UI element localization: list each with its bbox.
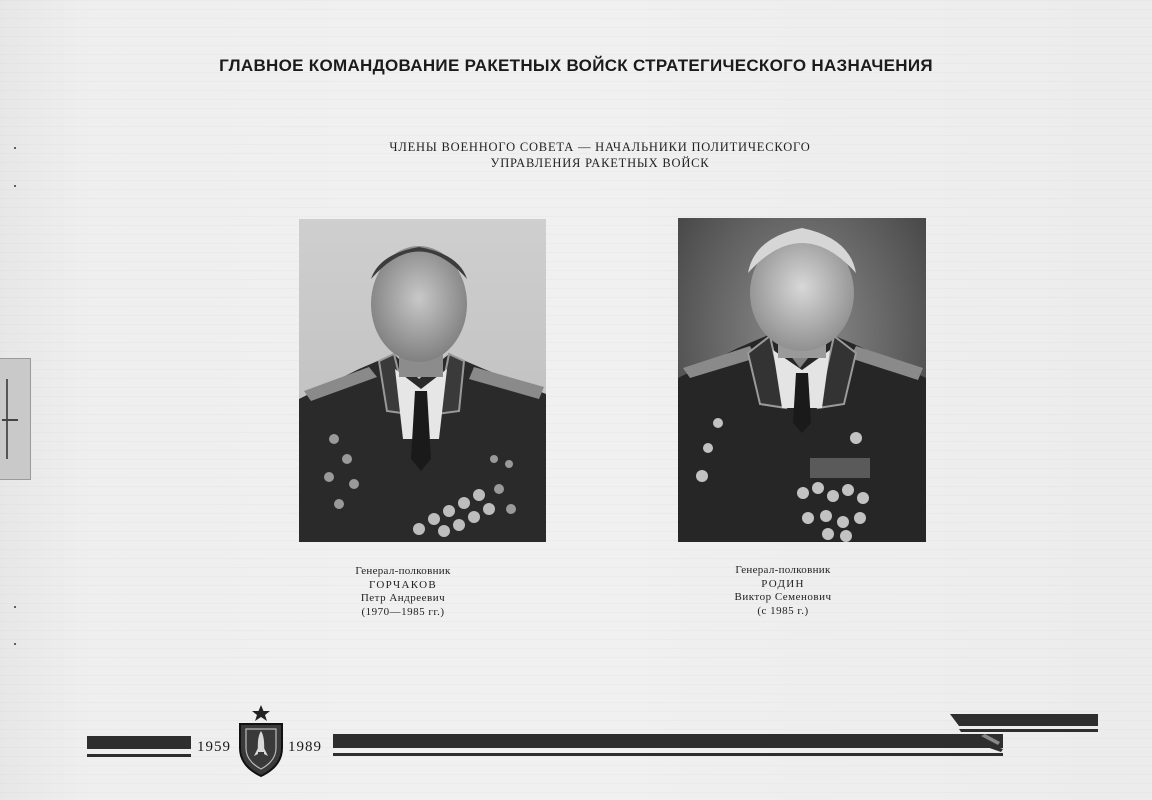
person-given-names: Виктор Семенович — [734, 591, 832, 603]
portrait-caption-rodin — [673, 564, 893, 618]
subtitle-line: ЧЛЕНЫ ВОЕННОГО СОВЕТА — НАЧАЛЬНИКИ ПОЛИТИЧЕСКОГО — [389, 140, 811, 154]
portrait-caption-gorchakov — [293, 565, 513, 619]
footer-band-right — [333, 734, 1003, 748]
rocket-shield-emblem-icon — [237, 704, 285, 778]
portrait-photo-gorchakov — [299, 219, 546, 542]
punch-mark — [14, 185, 16, 187]
person-years: (1970—1985 гг.) — [361, 605, 445, 618]
punch-mark — [14, 147, 16, 149]
person-given-names: Петр Андреевич — [360, 592, 446, 604]
section-subtitle — [300, 139, 900, 171]
person-years: (с 1985 г.) — [757, 604, 809, 617]
person-rank: Генерал-полковник — [735, 564, 831, 576]
binder-tab — [0, 358, 31, 480]
person-surname: ГОРЧАКОВ — [369, 578, 437, 591]
punch-mark — [14, 643, 16, 645]
footer-ribbon — [945, 712, 1100, 758]
page-title: ГЛАВНОЕ КОМАНДОВАНИЕ РАКЕТНЫХ ВОЙСК СТРАТЕГИЧЕСКОГО НАЗНАЧЕНИЯ — [219, 56, 933, 75]
person-rank: Генерал-полковник — [355, 565, 451, 577]
punch-mark — [14, 606, 16, 608]
portrait-photo-rodin — [678, 218, 926, 542]
footer-band-right-thin — [333, 753, 1003, 756]
subtitle-line: УПРАВЛЕНИЯ РАКЕТНЫХ ВОЙСК — [490, 156, 710, 170]
footer-band-left-thin — [87, 754, 191, 757]
footer-year-end: 1989 — [288, 739, 322, 755]
footer-band-left — [87, 736, 191, 749]
person-surname: РОДИН — [761, 577, 805, 590]
footer-year-start: 1959 — [197, 739, 231, 755]
